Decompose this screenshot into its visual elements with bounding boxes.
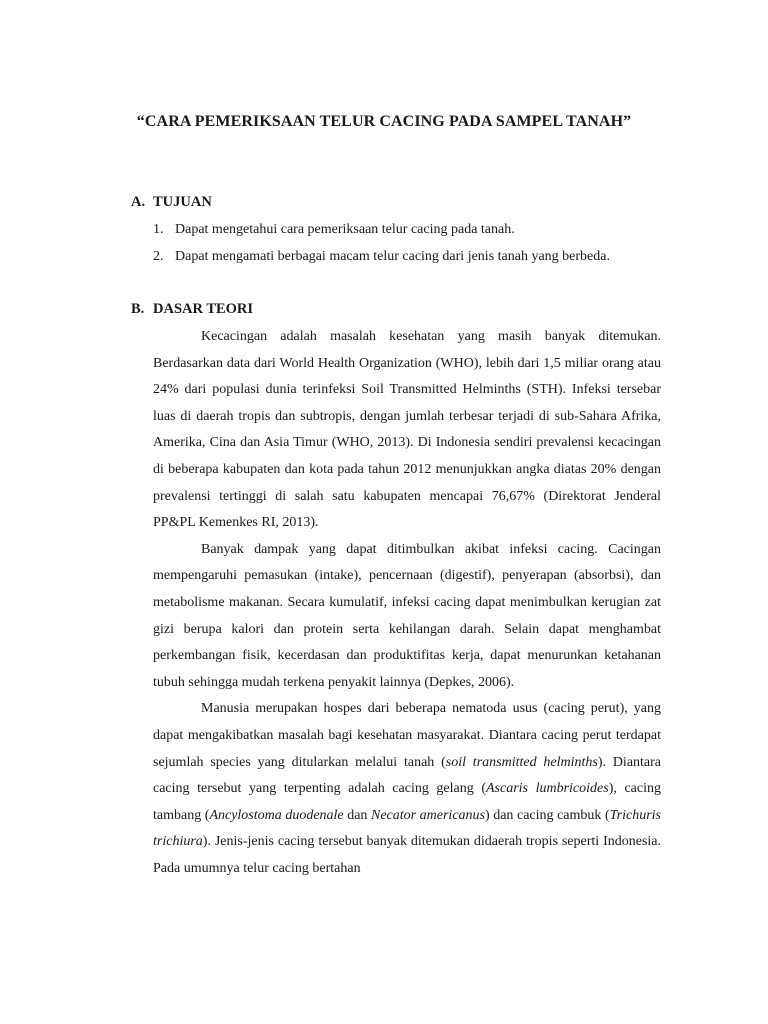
paragraph-3-text-3: ), cacing tambang ( [153,781,661,823]
section-a-title: TUJUAN [153,194,212,210]
list-item [153,243,673,270]
list-item-number: 2. [153,249,164,264]
document-title: “CARA PEMERIKSAAN TELUR CACING PADA SAMPEL TANAH” [136,113,632,130]
term-ascaris-lumbricoides: Ascaris lumbricoides [486,781,609,797]
term-soil-transmitted-helminths: soil transmitted helminths [445,754,598,770]
theory-body [153,324,661,882]
list-item-text: Dapat mengetahui cara pemeriksaan telur cacing pada tanah. [175,222,515,237]
section-b-title: DASAR TEORI [153,301,254,317]
term-trichuris-trichiura: Trichuris trichiura [153,807,661,850]
paragraph-1: Kecacingan adalah masalah kesehatan yang masih banyak ditemukan. Berdasarkan data dari World Health Organization (WHO), lebih dari 1,5 miliar orang atau 24% dari populasi dunia terinfeksi Soil Transmitted Helminths (STH). Infeksi tersebar luas di daerah tropis dan subtropis, dengan jumlah terbesar terjadi di sub-Sahara Afrika, Amerika, Cina dan Asia Timur (WHO, 2013). Di Indonesia sendiri prevalensi kecacingan di beberapa kabupaten dan kota pada tahun 2012 menunjukkan angka diatas 20% dengan prevalensi tertinggi di salah satu kabupaten mencapai 76,67% (Direktorat Jenderal PP&PL Kemenkes RI, 2013). [153,329,661,531]
list-item-number: 1. [153,222,164,237]
list-item-text: Dapat mengamati berbagai macam telur cacing dari jenis tanah yang berbeda. [175,249,610,264]
term-necator-americanus: Necator americanus [370,807,485,823]
paragraph-3-text-4: dan [343,807,371,823]
paragraph-3-text-6: ). Jenis-jenis cacing tersebut banyak ditemukan didaerah tropis seperti Indonesia. Pada umumnya telur cacing bertahan [153,834,661,876]
objectives-list [153,216,673,270]
term-ancylostoma-duodenale: Ancylostoma duodenale [209,807,344,823]
section-b-letter: B. [131,301,145,317]
section-b-heading [131,301,253,318]
list-item [153,216,673,243]
section-a-heading [131,194,212,211]
section-a-letter: A. [131,194,146,210]
paragraph-3-text-5: ) dan cacing cambuk ( [484,807,610,823]
paragraph-3-text-1: Manusia merupakan hospes dari beberapa nematoda usus (cacing perut), yang dapat mengakibatkan masalah bagi kesehatan masyarakat. Diantara cacing perut terdapat sejumlah species yang ditularkan melalui tanah ( [153,701,661,770]
paragraph-2: Banyak dampak yang dapat ditimbulkan akibat infeksi cacing. Cacingan mempengaruhi pemasukan (intake), pencernaan (digestif), penyerapan (absorbsi), dan metabolisme makanan. Secara kumulatif, infeksi cacing dapat menimbulkan kerugian zat gizi berupa kalori dan protein serta kehilangan darah. Selain dapat menghambat perkembangan fisik, kecerdasan dan produktifitas kerja, dapat menurunkan ketahanan tubuh sehingga mudah terkena penyakit lainnya (Depkes, 2006). [153,541,661,690]
paragraph-3 [153,696,661,882]
paragraph-3-text-2: ). Diantara cacing tersebut yang terpenting adalah cacing gelang ( [153,754,662,797]
